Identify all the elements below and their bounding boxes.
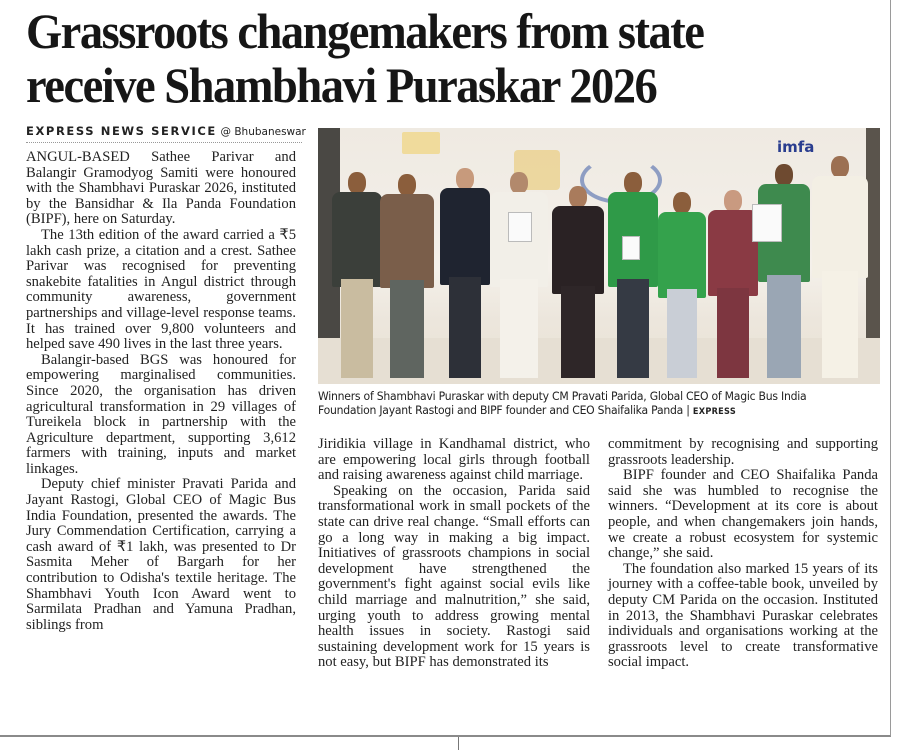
person-head [456, 168, 474, 190]
person [440, 168, 490, 378]
headline [26, 4, 826, 112]
paragraph: commitment by recognising and supporting grassroots leadership. [608, 436, 878, 468]
paragraph: The 13th edition of the award carried a ₹5 lakh cash prize, a citation and a crest. Sathee Parivar was recognised for preventing snakebite fatalities in Angul district through community awareness, government partnerships and village-level response teams. It has trained over 9,800 volunteers and helped save 490 lives in the last three years. [26, 226, 296, 353]
person-dhoti [822, 271, 858, 378]
person [708, 190, 758, 378]
person-dress-lower [717, 288, 749, 378]
column-divider [458, 737, 459, 750]
certificate [508, 212, 532, 242]
person [658, 192, 706, 378]
paragraph: ANGUL-BASED Sathee Parivar and Balangir Gramodyog Samiti were honoured with the Shambhavi Puraskar 2026, instituted by the Bansidhar & Ila Panda Foundation (BIPF), here on Saturday. [26, 149, 296, 228]
person [380, 174, 434, 378]
photo-credit: EXPRESS [692, 407, 736, 417]
person-shirt [380, 194, 434, 288]
person-green-tshirt [658, 212, 706, 298]
article-photo [318, 128, 880, 384]
certificate [752, 204, 782, 242]
person-head [624, 172, 642, 194]
person [758, 164, 810, 378]
person-trousers [341, 279, 373, 378]
person-trousers [390, 280, 425, 378]
paragraph: Balangir-based BGS was honoured for empowering marginalised communities. Since 2020, the organisation has driven agricultural transformation in 29 villages of Tureikela block in partnership with the Agriculture department, supporting 3,612 farmers with training, inputs and market linkages. [26, 351, 296, 477]
paragraph: Speaking on the occasion, Parida said transformational work in small pockets of the state can drive real change. “Small efforts can go a long way in making a big impact. Initiatives of grassroots champions in social development have strengthened the government's fight against social evils like child marriage and malnutrition,” she said, urging youth to address growing mental health issues in society. Rastogi said sustaining development work for 15 years is not easy, but BIPF has demonstrated its [318, 482, 590, 671]
byline-agency: EXPRESS NEWS SERVICE [26, 124, 217, 138]
imfa-logo: imfa [777, 138, 815, 156]
person-shirt [332, 192, 382, 287]
photo-caption [318, 390, 861, 419]
person [608, 172, 658, 378]
person-saree-lower [561, 286, 594, 378]
paragraph: BIPF founder and CEO Shaifalika Panda said she was humbled to recognise the winners. “Development at its core is about people, and when changemakers join hands, we create a robust ecosystem for systemic change,” she said. [608, 467, 878, 562]
person [552, 186, 604, 378]
person-head [831, 156, 849, 178]
person-head [775, 164, 793, 186]
person-kurta [812, 176, 868, 278]
person [812, 156, 868, 378]
person [490, 172, 548, 378]
caption-text: Winners of Shambhavi Puraskar with deputy CM Pravati Parida, Global CEO of Magic Bus India Foundation Jayant Rastogi and BIPF founder and CEO Shaifalika Panda | [318, 390, 807, 417]
byline-location: @ Bhubaneswar [220, 126, 306, 138]
person-head [569, 186, 587, 208]
headline-line-2: receive Shambhavi Puraskar 2026 [26, 57, 657, 113]
person-trousers [449, 277, 481, 378]
headline-line-1: Grassroots changemakers from state [26, 3, 704, 59]
article-column-2 [318, 437, 590, 671]
person-saree [552, 206, 604, 294]
person-head [398, 174, 416, 196]
paragraph: The foundation also marked 15 years of its journey with a coffee-table book, unveiled by deputy CM Parida on the occasion. Instituted in 2013, the Shambhavi Puraskar celebrates individuals and organisations working at the grassroots level to create transformative social impact. [608, 560, 878, 671]
person-head [348, 172, 366, 194]
person-dress [708, 210, 758, 296]
person-head [510, 172, 528, 194]
person-head [724, 190, 742, 212]
paragraph: Deputy chief minister Pravati Parida and Jayant Rastogi, Global CEO of Magic Bus India Foundation, presented the awards. The Jury Commendation Certification, carrying a cash award of ₹1 lakh, was presented to Dr Sasmita Meher of Bargarh for her contribution to Odisha's textile heritage. The Shambhavi Youth Icon Award went to Sarmilata Pradhan and Yamuna Pradhan, siblings from [26, 476, 296, 633]
person-trousers [617, 279, 649, 378]
person-jeans [767, 275, 800, 378]
person-jeans [667, 289, 698, 378]
person-head [673, 192, 691, 214]
article-column-1 [26, 150, 296, 633]
paragraph: Jiridikia village in Kandhamal district, who are empowering local girls through football and raising awareness against child marriage. [318, 436, 590, 484]
sponsor-logo [402, 132, 440, 154]
person [332, 172, 382, 378]
person-dhoti [500, 279, 537, 378]
certificate [622, 236, 640, 260]
person-jacket [440, 188, 490, 285]
article-column-3 [608, 437, 878, 671]
byline [26, 124, 306, 143]
